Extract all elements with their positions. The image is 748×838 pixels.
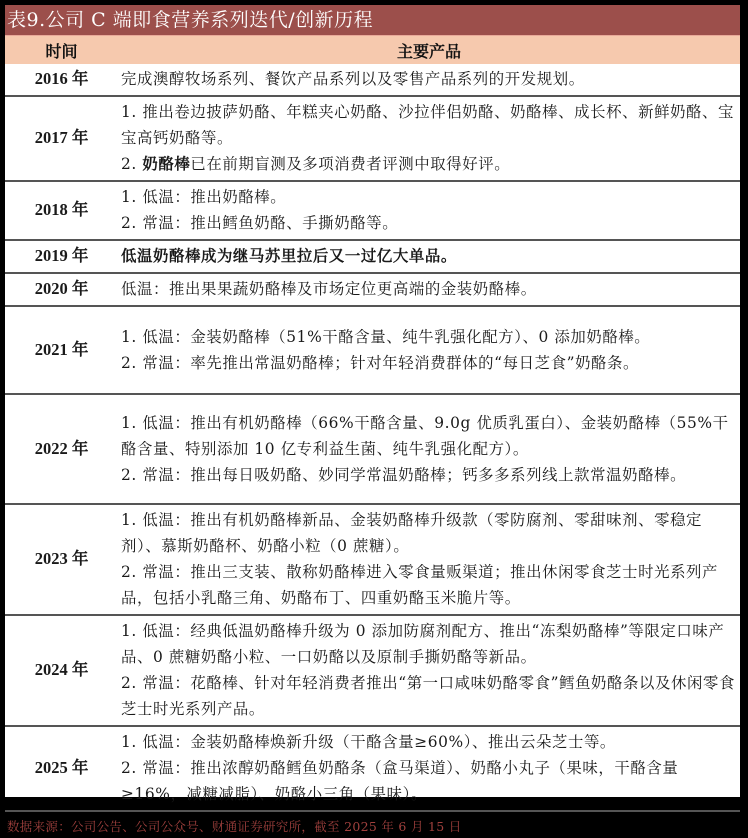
year-cell: 2020 年: [34, 279, 89, 298]
header-time: 时间: [5, 36, 118, 64]
document-page: [5, 5, 740, 834]
product-history-table: [5, 36, 740, 812]
table-row-2025: [5, 726, 740, 811]
desc-line: 2. 常温：推出每日吸奶酪、妙同学常温奶酪棒；钙多多系列线上款常温奶酪棒。: [121, 465, 687, 484]
table-row-2020: [5, 273, 740, 306]
line-rest: 已在前期盲测及多项消费者评测中取得好评。: [190, 155, 511, 173]
year-cell: 2017 年: [34, 128, 89, 147]
desc-line: 1. 低温：金装奶酪棒（51%干酪含量、纯牛乳强化配方）、0 添加奶酪棒。: [121, 327, 651, 346]
desc-cell: [118, 726, 740, 811]
table-row-2017: [5, 96, 740, 181]
desc-line: 1. 低温：金装奶酪棒焕新升级（干酪含量≥60%）、推出云朵芝士等。: [121, 733, 616, 751]
year-cell: 2016 年: [34, 69, 89, 88]
desc-cell: [118, 504, 740, 615]
table-row-2021: [5, 306, 740, 394]
desc-line: 2. 常温：推出浓醇奶酪鳕鱼奶酪条（盒马渠道）、奶酪小丸子（果味，干酪含量≥16%，减糖减脂）、奶酪小三角（果味）。: [121, 759, 679, 803]
year-cell: 2025 年: [34, 758, 89, 777]
desc-cell: [118, 615, 740, 726]
table-row-2022: [5, 394, 740, 504]
year-cell: 2023 年: [34, 549, 89, 568]
table-row-2016: [5, 64, 740, 96]
desc-line-with-emphasis: [121, 151, 738, 177]
desc-cell: [118, 240, 740, 273]
desc-line: 低温奶酪棒成为继马苏里拉后又一过亿大单品。: [121, 247, 457, 265]
table-row-2023: [5, 504, 740, 615]
table-row-2018: [5, 181, 740, 240]
desc-line: 低温：推出果果蔬奶酪棒及市场定位更高端的金装奶酪棒。: [121, 280, 537, 298]
desc-cell: [118, 64, 740, 96]
desc-line: 1. 推出卷边披萨奶酪、年糕夹心奶酪、沙拉伴侣奶酪、奶酪棒、成长杯、新鲜奶酪、宝宝高钙奶酪等。: [121, 103, 735, 147]
data-source-note: 数据来源：公司公告、公司公众号、财通证券研究所，截至 2025 年 6 月 15 日: [7, 819, 462, 834]
desc-cell: [118, 394, 740, 504]
desc-cell: [118, 96, 740, 181]
line-prefix: 2.: [121, 155, 143, 173]
year-cell: 2018 年: [34, 200, 89, 219]
desc-line: 1. 低温：推出有机奶酪棒新品、金装奶酪棒升级款（零防腐剂、零甜味剂、零稳定剂）、慕斯奶酪杯、奶酪小粒（0 蔗糖）。: [121, 511, 703, 555]
desc-cell: [118, 306, 740, 394]
header-main-products: 主要产品: [118, 36, 740, 64]
year-cell: 2019 年: [34, 246, 89, 265]
desc-line: 2. 常温：率先推出常温奶酪棒；针对年轻消费群体的“每日芝食”奶酪条。: [121, 353, 640, 372]
year-cell: 2021 年: [34, 339, 89, 359]
emphasis-product: 奶酪棒: [142, 155, 191, 173]
table-header-row: [5, 36, 740, 64]
year-cell: 2022 年: [34, 438, 89, 458]
desc-cell: [118, 181, 740, 240]
desc-line: 1. 低温：经典低温奶酪棒升级为 0 添加防腐剂配方、推出“冻梨奶酪棒”等限定口味产品、0 蔗糖奶酪小粒、一口奶酪以及原制手撕奶酪等新品。: [121, 622, 725, 666]
desc-line: 2. 常温：花酪棒、针对年轻消费者推出“第一口咸味奶酪零食”鳕鱼奶酪条以及休闲零食芝士时光系列产品。: [121, 674, 735, 718]
desc-line: 1. 低温：推出奶酪棒。: [121, 188, 287, 206]
year-cell: 2024 年: [34, 660, 89, 679]
table-row-2019: [5, 240, 740, 273]
desc-line: 完成澳醇牧场系列、餐饮产品系列以及零售产品系列的开发规划。: [121, 70, 585, 88]
table-title: 表9.公司 C 端即食营养系列迭代/创新历程: [5, 5, 740, 35]
desc-line: 1. 低温：推出有机奶酪棒（66%干酪含量、9.0g 优质乳蛋白）、金装奶酪棒（55%干酪含量、特别添加 10 亿专利益生菌、纯牛乳强化配方）。: [121, 413, 729, 458]
desc-cell: [118, 273, 740, 306]
table-row-2024: [5, 615, 740, 726]
desc-line: 2. 常温：推出鳕鱼奶酪、手撕奶酪等。: [121, 214, 399, 232]
desc-line: 2. 常温：推出三支装、散称奶酪棒进入零食量贩渠道；推出休闲零食芝士时光系列产品，包括小乳酪三角、奶酪布丁、四重奶酪玉米脆片等。: [121, 563, 719, 607]
